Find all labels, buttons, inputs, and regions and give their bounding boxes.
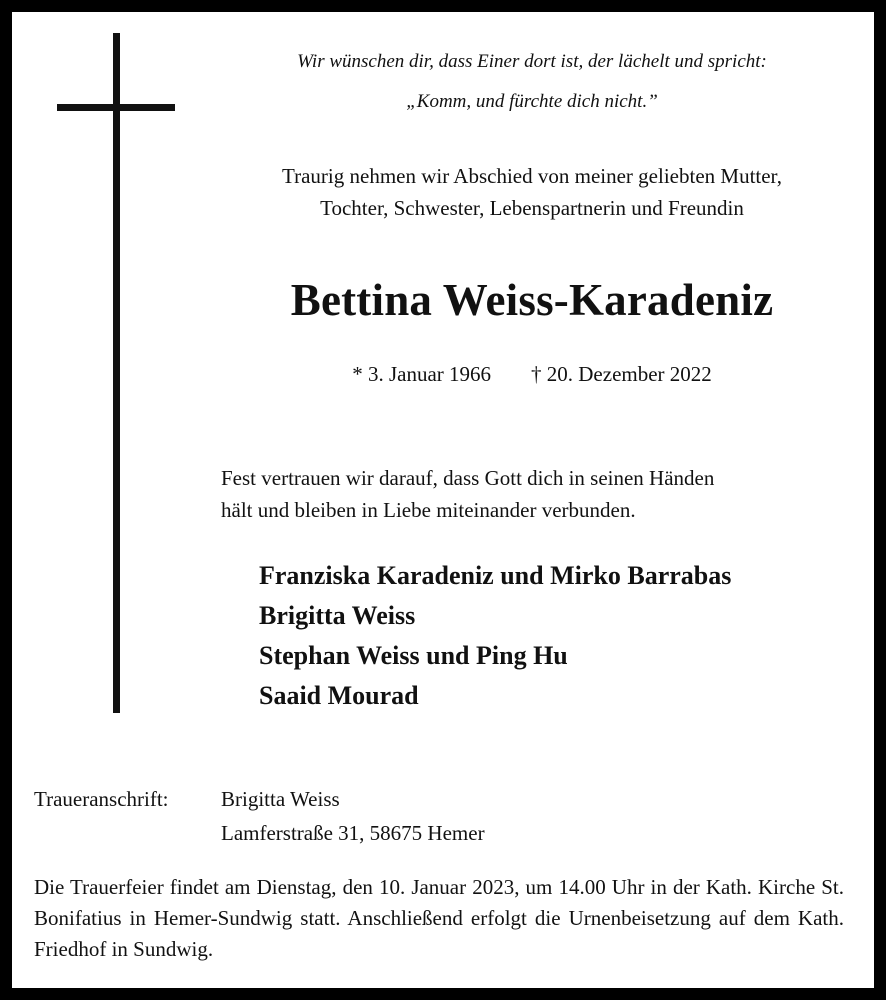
address-value bbox=[221, 782, 485, 850]
birth-date: * 3. Januar 1966 bbox=[352, 362, 492, 386]
life-dates bbox=[212, 362, 852, 387]
address-label: Traueranschrift: bbox=[34, 787, 169, 811]
faith-line-1: Fest vertrauen wir darauf, dass Gott dich in seinen Händen bbox=[221, 466, 715, 490]
mourner-name: Stephan Weiss und Ping Hu bbox=[259, 641, 568, 670]
faith-text bbox=[221, 462, 841, 526]
mourner-name: Franziska Karadeniz und Mirko Barrabas bbox=[259, 561, 732, 590]
intro-line-2: Tochter, Schwester, Lebenspartnerin und Freundin bbox=[320, 196, 744, 220]
mourner-name: Saaid Mourad bbox=[259, 681, 419, 710]
obituary-notice bbox=[12, 12, 874, 988]
quote-line-1: Wir wünschen dir, dass Einer dort ist, der lächelt und spricht: bbox=[297, 51, 767, 72]
faith-line-2: hält und bleiben in Liebe miteinander verbunden. bbox=[221, 498, 636, 522]
address-street: Lamferstraße 31, 58675 Hemer bbox=[221, 821, 485, 845]
memorial-quote bbox=[212, 42, 852, 122]
intro-line-1: Traurig nehmen wir Abschied von meiner geliebten Mutter, bbox=[282, 164, 782, 188]
ceremony-info: Die Trauerfeier findet am Dienstag, den 10. Januar 2023, um 14.00 Uhr in der Kath. Kirche St. Bonifatius in Hemer-Sundwig statt. Anschließend erfolgt die Urnenbeisetzung auf dem Kath. Friedhof in Sundwig. bbox=[34, 875, 844, 961]
deceased-name: Bettina Weiss-Karadeniz bbox=[290, 275, 774, 325]
quote-line-2: „Komm, und fürchte dich nicht.” bbox=[406, 91, 658, 112]
intro-text bbox=[212, 160, 852, 224]
cross-icon bbox=[113, 33, 120, 713]
mourners-list bbox=[259, 556, 859, 716]
mourner-name: Brigitta Weiss bbox=[259, 601, 416, 630]
cross-icon-bar bbox=[57, 104, 175, 111]
address-name: Brigitta Weiss bbox=[221, 787, 340, 811]
death-date: † 20. Dezember 2022 bbox=[531, 362, 712, 386]
